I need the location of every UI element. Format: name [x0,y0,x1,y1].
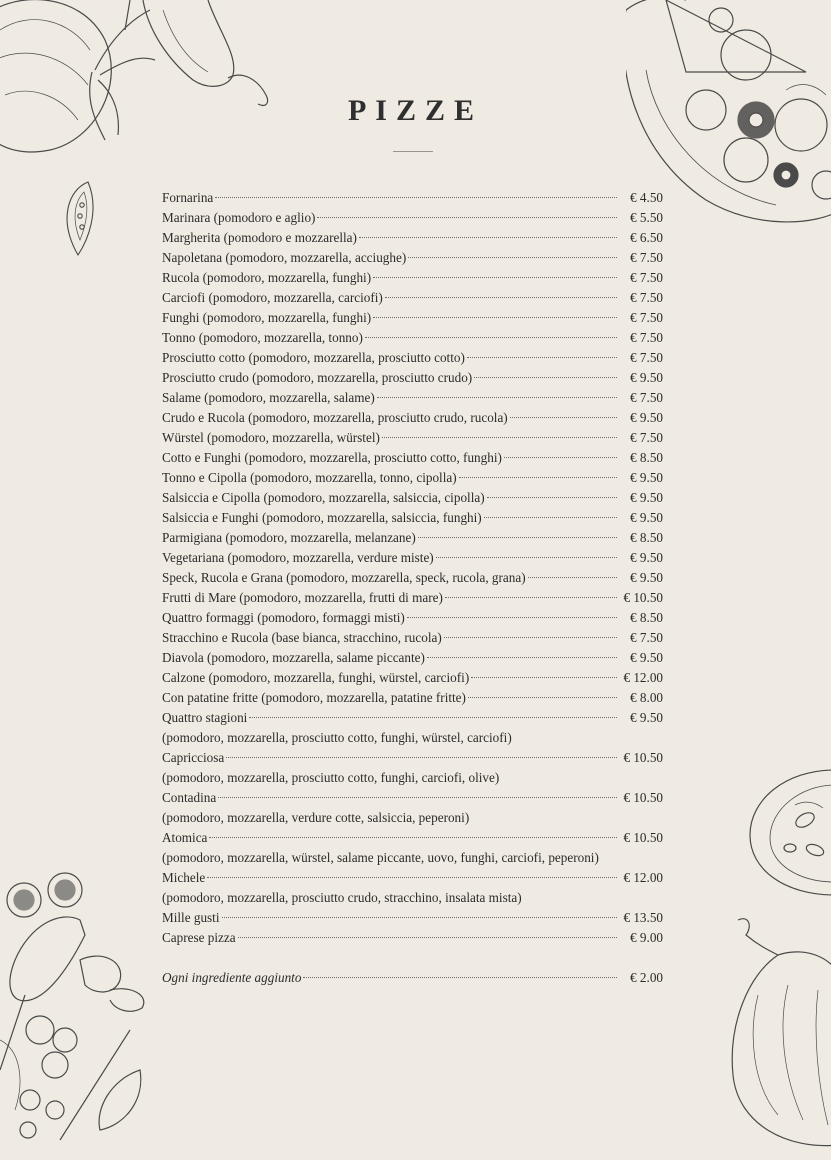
dot-leader [359,237,617,238]
menu-item [162,508,663,528]
menu-item [162,688,663,708]
dot-leader [528,577,617,578]
item-price: € 12.00 [623,870,663,885]
pizza-menu-list [162,188,663,988]
dot-leader [418,537,617,538]
dot-leader [471,677,617,678]
menu-item [162,348,663,368]
dot-leader [468,697,617,698]
item-name: Salsiccia e Cipolla (pomodoro, mozzarella, salsiccia, cipolla) [162,490,485,505]
item-name: Napoletana (pomodoro, mozzarella, acciughe) [162,250,407,265]
item-name: Michele [162,870,206,885]
tomato-slice-icon [58,180,106,260]
dot-leader [222,917,617,918]
page-title: PIZZE [347,94,484,127]
menu-item [162,908,663,928]
menu-item [162,308,663,328]
dot-leader [444,637,617,638]
title-divider [393,151,433,152]
item-name: Vegetariana (pomodoro, mozzarella, verdure miste) [162,550,434,565]
item-name: Con patatine fritte (pomodoro, mozzarella, patatine fritte) [162,690,466,705]
item-name: Prosciutto cotto (pomodoro, mozzarella, prosciutto cotto) [162,350,465,365]
item-price: € 9.50 [630,710,663,725]
item-name: Quattro formaggi (pomodoro, formaggi misti) [162,610,405,625]
menu-item [162,428,663,448]
menu-item [162,248,663,268]
item-name: Margherita (pomodoro e mozzarella) [162,230,357,245]
menu-item [162,228,663,248]
dot-leader [445,597,617,598]
dot-leader [510,417,617,418]
item-name: Cotto e Funghi (pomodoro, mozzarella, prosciutto cotto, funghi) [162,450,502,465]
item-description: (pomodoro, mozzarella, prosciutto cotto, funghi, carciofi, olive) [162,770,500,785]
dot-leader [385,297,617,298]
item-price: € 7.50 [630,630,663,645]
menu-item [162,268,663,288]
item-name: Würstel (pomodoro, mozzarella, würstel) [162,430,380,445]
item-price: € 8.50 [630,530,663,545]
item-name: Speck, Rucola e Grana (pomodoro, mozzarella, speck, rucola, grana) [162,570,526,585]
dot-leader [215,197,617,198]
item-price: € 9.50 [630,470,663,485]
item-name: Mille gusti [162,910,220,925]
item-price: € 9.50 [630,550,663,565]
item-price: € 9.50 [630,490,663,505]
dot-leader [427,657,617,658]
item-description: (pomodoro, mozzarella, prosciutto crudo, stracchino, insalata mista) [162,890,522,905]
item-name: Tonno e Cipolla (pomodoro, mozzarella, tonno, cipolla) [162,470,457,485]
menu-item [162,608,663,628]
menu-item [162,528,663,548]
item-price: € 9.50 [630,410,663,425]
dot-leader [467,357,617,358]
menu-item [162,188,663,208]
dot-leader [226,757,617,758]
menu-item [162,568,663,588]
item-description: (pomodoro, mozzarella, würstel, salame piccante, uovo, funghi, carciofi, peperoni) [162,850,599,865]
menu-item [162,788,663,808]
item-price: € 7.50 [630,330,663,345]
item-price: € 8.00 [630,690,663,705]
spacer [162,948,663,968]
item-name: Parmigiana (pomodoro, mozzarella, melanzane) [162,530,416,545]
item-name: Contadina [162,790,217,805]
item-price: € 7.50 [630,250,663,265]
item-price: € 9.00 [630,930,663,945]
item-price: € 7.50 [630,350,663,365]
item-price: € 10.50 [623,750,663,765]
dot-leader [504,457,617,458]
item-name: Diavola (pomodoro, mozzarella, salame piccante) [162,650,425,665]
menu-item [162,288,663,308]
dot-leader [377,397,617,398]
dot-leader [407,617,617,618]
menu-item [162,328,663,348]
dot-leader [474,377,617,378]
menu-item [162,668,663,688]
item-price: € 9.50 [630,570,663,585]
dot-leader [218,797,617,798]
menu-item [162,368,663,388]
item-price: € 8.50 [630,610,663,625]
item-name: Tonno (pomodoro, mozzarella, tonno) [162,330,363,345]
item-price: € 10.50 [623,590,663,605]
item-price: € 10.50 [623,790,663,805]
item-name: Capricciosa [162,750,225,765]
dot-leader [209,837,617,838]
tomato-icon [0,0,160,160]
item-name: Fornarina [162,190,214,205]
dot-leader [382,437,617,438]
dot-leader [459,477,617,478]
item-description: (pomodoro, mozzarella, verdure cotte, salsiccia, peperoni) [162,810,470,825]
item-name: Funghi (pomodoro, mozzarella, funghi) [162,310,372,325]
item-name: Prosciutto crudo (pomodoro, mozzarella, prosciutto crudo) [162,370,473,385]
menu-item [162,208,663,228]
item-name: Ogni ingrediente aggiunto [162,970,302,985]
item-price: € 9.50 [630,650,663,665]
item-name: Carciofi (pomodoro, mozzarella, carciofi) [162,290,383,305]
zucchini-icon [745,760,831,900]
item-name: Crudo e Rucola (pomodoro, mozzarella, prosciutto crudo, rucola) [162,410,508,425]
item-name: Frutti di Mare (pomodoro, mozzarella, frutti di mare) [162,590,443,605]
item-name: Marinara (pomodoro e aglio) [162,210,316,225]
menu-item [162,928,663,948]
item-price: € 5.50 [630,210,663,225]
dot-leader [303,977,617,978]
item-name: Salame (pomodoro, mozzarella, salame) [162,390,375,405]
dot-leader [249,717,617,718]
item-price: € 9.50 [630,370,663,385]
dot-leader [373,277,617,278]
item-price: € 13.50 [623,910,663,925]
menu-item [162,488,663,508]
menu-item [162,548,663,568]
item-price: € 7.50 [630,310,663,325]
item-description: (pomodoro, mozzarella, prosciutto cotto, funghi, würstel, carciofi) [162,730,512,745]
item-name: Stracchino e Rucola (base bianca, stracchino, rucola) [162,630,442,645]
item-price: € 6.50 [630,230,663,245]
item-price: € 2.00 [630,970,663,985]
dot-leader [436,557,617,558]
dot-leader [408,257,617,258]
item-price: € 7.50 [630,390,663,405]
item-price: € 4.50 [630,190,663,205]
menu-item [162,648,663,668]
item-price: € 7.50 [630,430,663,445]
item-price: € 7.50 [630,290,663,305]
item-name: Salsiccia e Funghi (pomodoro, mozzarella, salsiccia, funghi) [162,510,482,525]
menu-item [162,628,663,648]
dot-leader [484,517,617,518]
extra-ingredient-row [162,968,663,988]
item-name: Atomica [162,830,208,845]
menu-item [162,588,663,608]
dot-leader [207,877,617,878]
item-price: € 7.50 [630,270,663,285]
menu-item [162,748,663,768]
herbs-vegetables-icon [0,870,165,1160]
menu-item [162,468,663,488]
menu-item [162,708,663,728]
item-name: Caprese pizza [162,930,236,945]
dot-leader [373,317,617,318]
item-price: € 12.00 [623,670,663,685]
menu-item [162,408,663,428]
menu-item [162,868,663,888]
item-price: € 8.50 [630,450,663,465]
fig-icon [728,915,831,1160]
dot-leader [365,337,617,338]
item-price: € 9.50 [630,510,663,525]
dot-leader [238,937,617,938]
menu-item [162,828,663,848]
item-name: Quattro stagioni [162,710,248,725]
item-price: € 10.50 [623,830,663,845]
item-name: Calzone (pomodoro, mozzarella, funghi, würstel, carciofi) [162,670,470,685]
menu-item [162,388,663,408]
menu-item [162,448,663,468]
dot-leader [487,497,617,498]
item-name: Rucola (pomodoro, mozzarella, funghi) [162,270,372,285]
dot-leader [317,217,617,218]
